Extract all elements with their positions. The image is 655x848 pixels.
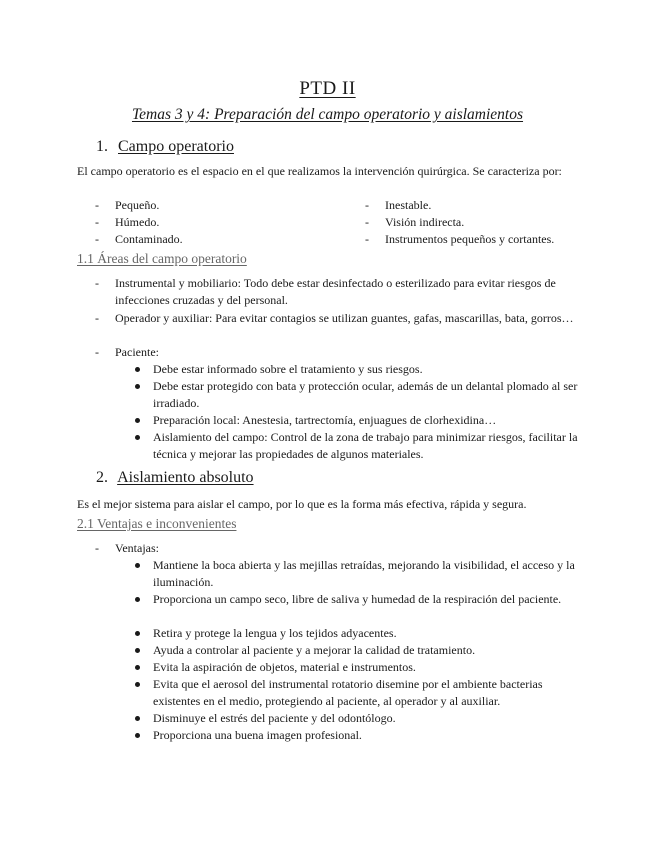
patient-item-0: Debe estar informado sobre el tratamiento y sus riesgos. <box>153 361 583 378</box>
advantages-label: - Ventajas: <box>95 541 159 555</box>
feature-right-2: - Instrumentos pequeños y cortantes. <box>365 232 555 246</box>
advantage-item-4: Evita la aspiración de objetos, material e instrumentos. <box>153 659 583 676</box>
section-2-number: 2. <box>96 469 108 486</box>
patient-item-3: Aislamiento del campo: Control de la zona de trabajo para minimizar riesgos, facilitar la técnica y mejorar las propiedades de algunos materiales. <box>153 429 583 462</box>
document-subtitle: Temas 3 y 4: Preparación del campo operatorio y aislamientos <box>131 106 524 123</box>
section-1-heading <box>96 138 234 156</box>
advantage-item-6: Disminuye el estrés del paciente y del odontólogo. <box>153 710 583 727</box>
area-item-0: - Instrumental y mobiliario: Todo debe estar desinfectado o esterilizado para evitar riesgos de infecciones cruzadas y del personal. <box>95 276 556 307</box>
advantage-item-2: Retira y protege la lengua y los tejidos adyacentes. <box>153 625 583 642</box>
advantage-item-0: Mantiene la boca abierta y las mejillas retraídas, mejorando la visibilidad, el acceso y la iluminación. <box>153 557 583 590</box>
advantage-item-7: Proporciona una buena imagen profesional. <box>153 727 583 744</box>
section-1-title: Campo operatorio <box>118 138 234 155</box>
section-2-title: Aislamiento absoluto <box>117 469 254 486</box>
subsection-2-1-heading: 2.1 Ventajas e inconvenientes <box>77 516 237 531</box>
advantage-item-3: Ayuda a controlar al paciente y a mejorar la calidad de tratamiento. <box>153 642 583 659</box>
document-title: PTD II <box>299 78 356 99</box>
feature-left-2: - Contaminado. <box>95 232 183 246</box>
section-2-intro: Es el mejor sistema para aislar el campo, por lo que es la forma más efectiva, rápida y segura. <box>77 497 527 511</box>
subsection-1-1-heading: 1.1 Áreas del campo operatorio <box>77 251 247 266</box>
section-2-heading <box>96 469 254 487</box>
section-1-number: 1. <box>96 138 108 155</box>
feature-right-0: - Inestable. <box>365 198 432 212</box>
advantage-item-1: Proporciona un campo seco, libre de saliva y humedad de la respiración del paciente. <box>153 591 583 608</box>
advantage-item-5: Evita que el aerosol del instrumental rotatorio disemine por el ambiente bacterias existentes en el medio, protegiendo al paciente, al operador y al auxiliar. <box>153 676 583 709</box>
section-1-intro: El campo operatorio es el espacio en el que realizamos la intervención quirúrgica. Se caracteriza por: <box>77 164 562 178</box>
area-item-1: - Operador y auxiliar: Para evitar contagios se utilizan guantes, gafas, mascarillas, bata, gorros… <box>95 311 574 325</box>
feature-right-1: - Visión indirecta. <box>365 215 465 229</box>
patient-item-1: Debe estar protegido con bata y protección ocular, además de un delantal plomado al ser irradiado. <box>153 378 583 411</box>
patient-item-2: Preparación local: Anestesia, tartrectomía, enjuagues de clorhexidina… <box>153 412 583 429</box>
feature-left-1: - Húmedo. <box>95 215 160 229</box>
feature-left-0: - Pequeño. <box>95 198 160 212</box>
area-item-2: - Paciente: <box>95 345 159 359</box>
